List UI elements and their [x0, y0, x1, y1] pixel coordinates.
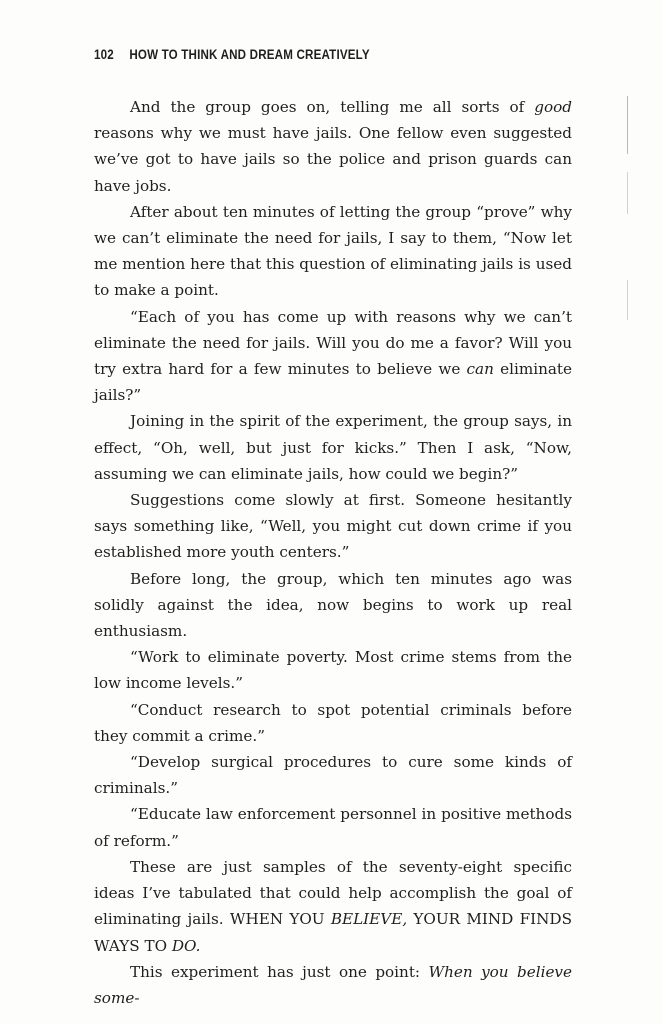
paragraph-1: And the group goes on, telling me all sorts of good reasons why we must have jails. One fellow even suggested we’ve got to have jails so the police and prison guards can have jobs.: [94, 98, 572, 195]
body-text: [94, 94, 572, 1011]
paragraph-8: “Conduct research to spot potential criminals before they commit a crime.”: [94, 700, 572, 745]
running-head: [94, 47, 370, 62]
paragraph-6: Before long, the group, which ten minutes ago was solidly against the idea, now begins to work up real enthusiasm.: [94, 569, 572, 641]
margin-scan-mark: [627, 96, 628, 154]
margin-scan-mark: [627, 280, 628, 320]
caps-statement: WHEN YOU BELIEVE, YOUR MIND FINDS WAYS TO DO.: [94, 910, 572, 955]
margin-scan-mark: [627, 172, 628, 214]
running-title: HOW TO THINK AND DREAM CREATIVELY: [129, 47, 370, 62]
paragraph-2: After about ten minutes of letting the group “prove” why we can’t eliminate the need for jails, I say to them, “Now let me mention here that this question of eliminating jails is used to make a point.: [94, 202, 572, 300]
paragraph-9: “Develop surgical procedures to cure some kinds of criminals.”: [94, 753, 572, 798]
paragraph-4: Joining in the spirit of the experiment, the group says, in effect, “Oh, well, but just for kicks.” Then I ask, “Now, assuming we can eliminate jails, how could we begin?”: [94, 412, 572, 483]
paragraph-12: This experiment has just one point: When you believe some-: [94, 962, 572, 1007]
paragraph-5: Suggestions come slowly at first. Someone hesitantly says something like, “Well, you might cut down crime if you established more youth centers.”: [94, 491, 572, 562]
paragraph-3: “Each of you has come up with reasons why we can’t eliminate the need for jails. Will you do me a favor? Will you try extra hard for a few minutes to believe we can eliminate jails?”: [94, 307, 572, 405]
paragraph-7: “Work to eliminate poverty. Most crime stems from the low income levels.”: [94, 648, 572, 693]
paragraph-11: These are just samples of the seventy-eight specific ideas I’ve tabulated that could help accomplish the goal of eliminating jails. WHEN YOU BELIEVE, YOUR MIND FINDS WAYS TO DO.: [94, 857, 572, 955]
page-number: 102: [94, 47, 114, 62]
paragraph-10: “Educate law enforcement personnel in positive methods of reform.”: [94, 805, 572, 850]
